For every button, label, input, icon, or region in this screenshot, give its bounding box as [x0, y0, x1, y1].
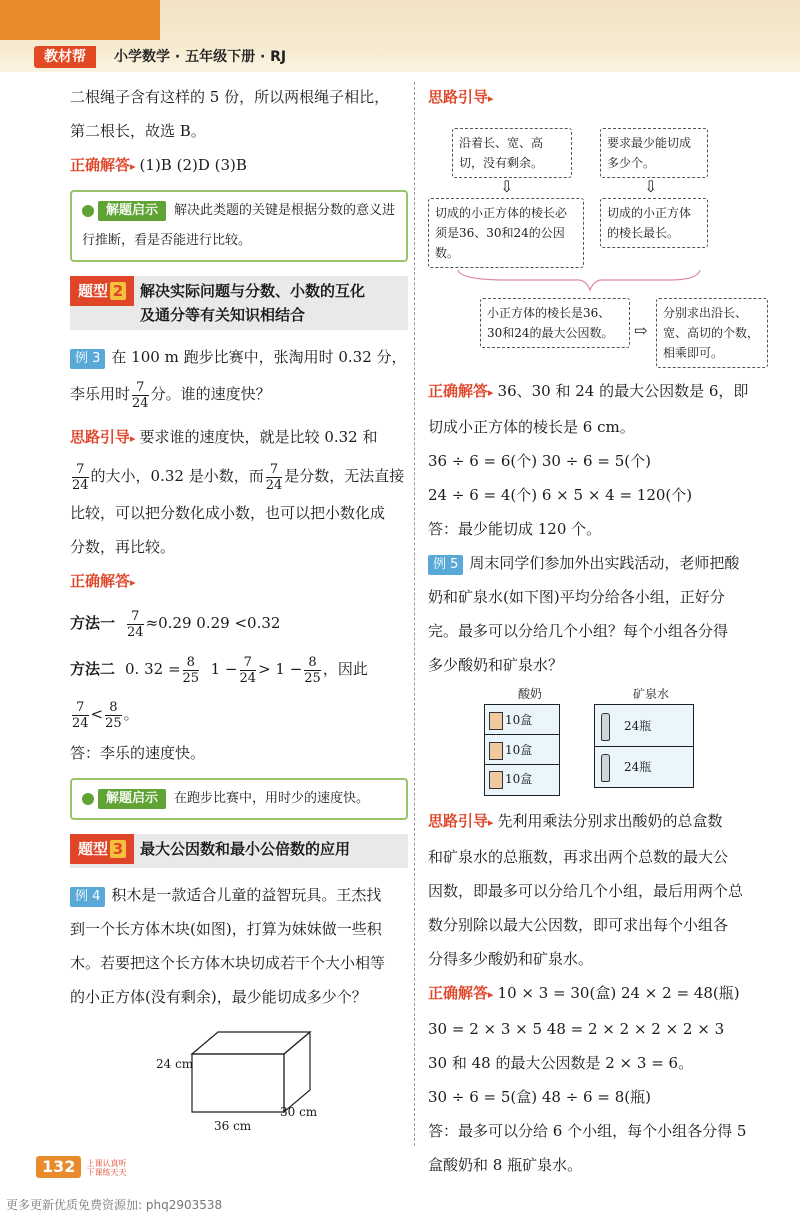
page-number: 132 [36, 1156, 81, 1178]
question-type-header [70, 276, 408, 330]
fraction [304, 655, 321, 686]
denominator: 24 [72, 477, 89, 493]
math-text: < [90, 705, 104, 723]
fraction [266, 462, 283, 493]
answer-line: 24 ÷ 6 = 4(个) 6 × 5 × 4 = 120(个) [428, 486, 693, 504]
think-line [70, 456, 408, 496]
answer-line: 答：最多可以分给 6 个小组，每个小组各分得 5 [428, 1122, 747, 1140]
think-label: 思路引导 [428, 88, 489, 106]
answer-text: (1)B (2)D (3)B [139, 156, 247, 174]
dim-height: 24 cm [156, 1057, 194, 1071]
example-line: 奶和矿泉水(如下图)平均分给各小组，正好分 [428, 588, 725, 606]
example-line [70, 878, 408, 912]
think-label: 思路引导 [428, 812, 489, 830]
think-line [428, 804, 778, 840]
example-line: 完。最多可以分给几个小组？每个小组各分得 [428, 622, 729, 640]
type-title: 最大公因数和最小公倍数的应用 [140, 840, 351, 858]
example-line: 到一个长方体木块(如图)，打算为妹妹做一些积 [70, 920, 382, 938]
think-text: 是分数，无法直接 [284, 467, 405, 485]
answer-line: 盒酸奶和 8 瓶矿泉水。 [428, 1156, 583, 1174]
answer-text: 36、30 和 24 的最大公因数是 6，即 [497, 382, 749, 400]
water-title: 矿泉水 [632, 687, 669, 701]
page-header [0, 0, 800, 72]
dim-width: 36 cm [214, 1119, 252, 1133]
fraction [72, 700, 89, 731]
page-number-block [36, 1156, 127, 1178]
answer-line: 答：最少能切成 120 个。 [428, 520, 602, 538]
example-line [70, 340, 408, 374]
hint-text: 在跑步比赛中，用时少的速度快。 [174, 791, 370, 806]
footer-note: 更多更新优质免费资源加: phq2903538 [6, 1198, 223, 1212]
water-count: 24瓶 [624, 760, 652, 774]
answer-line [70, 148, 408, 184]
answer-label: 正确解答 [70, 156, 131, 174]
text-line: 二根绳子含有这样的 5 份，所以两根绳子相比， [70, 88, 390, 106]
fraction [132, 380, 149, 411]
math-text: > 1 − [258, 660, 303, 678]
think-text: 先利用乘法分别求出酸奶的总盒数 [497, 812, 723, 830]
answer-line: 36 ÷ 6 = 6(个) 30 ÷ 6 = 5(个) [428, 452, 651, 470]
carton-icon [489, 771, 503, 789]
carton-icon [489, 742, 503, 760]
method-label: 方法二 [70, 660, 116, 678]
example-text: 周末同学们参加外出实践活动，老师把酸 [469, 554, 740, 572]
numerator: 8 [183, 655, 200, 671]
arrow-icon: ▸ [130, 576, 136, 589]
method-line [70, 646, 408, 692]
example-line [70, 374, 408, 414]
yogurt-title: 酸奶 [517, 687, 542, 701]
left-column [70, 80, 408, 1134]
down-arrow-icon: ⇩ [644, 177, 658, 196]
arrow-icon: ▸ [488, 386, 494, 399]
answer-label: 正确解答 [70, 572, 131, 590]
yogurt-box [484, 687, 560, 796]
example-line: 的小正方体(没有剩余)，最少能切成多少个？ [70, 988, 367, 1006]
hint-label: 解题启示 [98, 789, 166, 809]
example-text: 分。谁的速度快？ [150, 385, 271, 403]
bottle-icon [601, 713, 610, 741]
example-line: 多少酸奶和矿泉水？ [428, 656, 564, 674]
fraction [127, 609, 144, 640]
hint-box [70, 190, 408, 262]
numerator: 7 [132, 380, 149, 396]
answer-label: 正确解答 [428, 382, 489, 400]
hint-box [70, 778, 408, 820]
numerator: 7 [240, 655, 257, 671]
think-line: 数分别除以最大公因数，即可求出每个小组各 [428, 916, 729, 934]
denominator: 25 [304, 670, 321, 686]
hint-label: 解题启示 [98, 201, 166, 221]
cuboid-figure [70, 1024, 408, 1134]
answer-text: 10 × 3 = 30(盒) 24 × 2 = 48(瓶) [497, 984, 740, 1002]
yogurt-count: 10盒 [505, 743, 533, 757]
arrow-icon: ▸ [488, 988, 494, 1001]
numerator: 8 [304, 655, 321, 671]
example-label: 例 4 [70, 887, 105, 907]
example-text: 积木是一款适合儿童的益智玩具。王杰找 [111, 886, 382, 904]
fraction [72, 462, 89, 493]
example-line: 木。若要把这个长方体木块切成若干个大小相等 [70, 954, 386, 972]
answer-line: 30 ÷ 6 = 5(盒) 48 ÷ 6 = 8(瓶) [428, 1088, 651, 1106]
numerator: 7 [266, 462, 283, 478]
flow-box: 小正方体的棱长是36、30和24的最大公因数。 [480, 298, 630, 348]
arrow-icon: ▸ [130, 160, 136, 173]
example-text: 李乐用时 [70, 385, 131, 403]
flow-box: 要求最少能切成多少个。 [600, 128, 708, 178]
brace-icon [428, 266, 778, 296]
think-label: 思路引导 [70, 428, 131, 446]
think-line: 和矿泉水的总瓶数，再求出两个总数的最大公 [428, 848, 729, 866]
arrow-icon: ▸ [488, 92, 494, 105]
example-text: 在 100 m 跑步比赛中，张淘用时 0.32 分， [111, 348, 407, 366]
numerator: 7 [127, 609, 144, 625]
type-badge [70, 276, 134, 306]
answer-line [428, 374, 778, 410]
answer-label: 正确解答 [428, 984, 489, 1002]
yogurt-count: 10盒 [505, 772, 533, 786]
yogurt-row [485, 765, 559, 793]
type-badge-text: 题型 [78, 282, 109, 300]
method-line [70, 600, 408, 646]
answer-line: 切成小正方体的棱长是 6 cm。 [428, 418, 635, 436]
flow-box: 分别求出沿长、宽、高切的个数，相乘即可。 [656, 298, 768, 368]
numerator: 7 [72, 700, 89, 716]
denominator: 24 [265, 477, 283, 493]
math-text: ≈0.29 0.29 <0.32 [145, 614, 281, 632]
book-title: 小学数学 · 五年级下册 · RJ [114, 49, 287, 65]
carton-icon [489, 712, 503, 730]
bottle-icon [601, 754, 610, 782]
denominator: 24 [127, 624, 144, 640]
think-text: 的大小，0.32 是小数，而 [90, 467, 264, 485]
header-stripe [0, 0, 160, 40]
math-text: 。 [123, 705, 139, 723]
text-line: 第二根长，故选 B。 [70, 122, 206, 140]
flow-box: 切成的小正方体的棱长最长。 [600, 198, 708, 248]
math-text: 0. 32 = [125, 660, 181, 678]
flow-box: 沿着长、宽、高切，没有剩余。 [452, 128, 572, 178]
fraction [105, 700, 122, 731]
answer-line [428, 976, 778, 1012]
right-column [428, 80, 778, 1182]
pin-icon [82, 793, 94, 805]
goods-figure [428, 686, 778, 804]
right-arrow-icon: ⇨ [634, 321, 648, 340]
denominator: 25 [182, 670, 200, 686]
question-type-header [70, 834, 408, 868]
denominator: 24 [239, 670, 257, 686]
down-arrow-icon: ⇩ [500, 177, 514, 196]
numerator: 8 [105, 700, 122, 716]
math-text: 1 − [210, 660, 238, 678]
flow-diagram [428, 116, 778, 374]
column-divider [414, 82, 415, 1146]
type-badge [70, 834, 134, 864]
think-text: 要求谁的速度快，就是比较 0.32 和 [139, 428, 378, 446]
example-label: 例 5 [428, 555, 463, 575]
method-line [70, 692, 408, 736]
pin-icon [82, 205, 94, 217]
think-line: 分数，再比较。 [70, 538, 176, 556]
example-label: 例 3 [70, 349, 105, 369]
hint-text: 解决此类题的关键是根据分数的意义进行推断，看是否能进行比较。 [82, 203, 396, 248]
water-row [595, 705, 693, 747]
example-line [428, 546, 778, 580]
brand-tag: 教材帮 [34, 46, 96, 68]
think-line: 因数，即最多可以分给几个小组，最后用两个总 [428, 882, 744, 900]
page-slogan: 上课认真听 下课练天天 [86, 1158, 127, 1177]
yogurt-row [485, 705, 559, 735]
water-count: 24瓶 [624, 719, 652, 733]
numerator: 7 [72, 462, 89, 478]
answer-line: 30 = 2 × 3 × 5 48 = 2 × 2 × 2 × 2 × 3 [428, 1020, 725, 1038]
denominator: 24 [72, 715, 89, 731]
type-title: 解决实际问题与分数、小数的互化及通分等有关知识相结合 [140, 282, 366, 324]
water-box [594, 687, 694, 788]
yogurt-count: 10盒 [505, 713, 533, 727]
answer-line [70, 564, 408, 600]
math-text: ，因此 [322, 660, 368, 678]
water-row [595, 747, 693, 787]
think-line: 比较，可以把分数化成小数，也可以把小数化成 [70, 504, 386, 522]
dim-depth: 30 cm [280, 1105, 318, 1119]
type-number: 2 [110, 282, 126, 300]
yogurt-row [485, 735, 559, 765]
type-badge-text: 题型 [78, 840, 109, 858]
arrow-icon: ▸ [488, 816, 494, 829]
answer-text: 答：李乐的速度快。 [70, 744, 206, 762]
think-line [70, 420, 408, 456]
fraction [240, 655, 257, 686]
fraction [183, 655, 200, 686]
type-number: 3 [110, 840, 126, 858]
think-line: 分得多少酸奶和矿泉水。 [428, 950, 594, 968]
denominator: 24 [132, 395, 149, 411]
think-header [428, 80, 778, 116]
arrow-icon: ▸ [130, 432, 136, 445]
method-label: 方法一 [70, 614, 116, 632]
denominator: 25 [105, 715, 122, 731]
answer-line: 30 和 48 的最大公因数是 2 × 3 = 6。 [428, 1054, 694, 1072]
flow-box: 切成的小正方体的棱长必须是36、30和24的公因数。 [428, 198, 584, 268]
